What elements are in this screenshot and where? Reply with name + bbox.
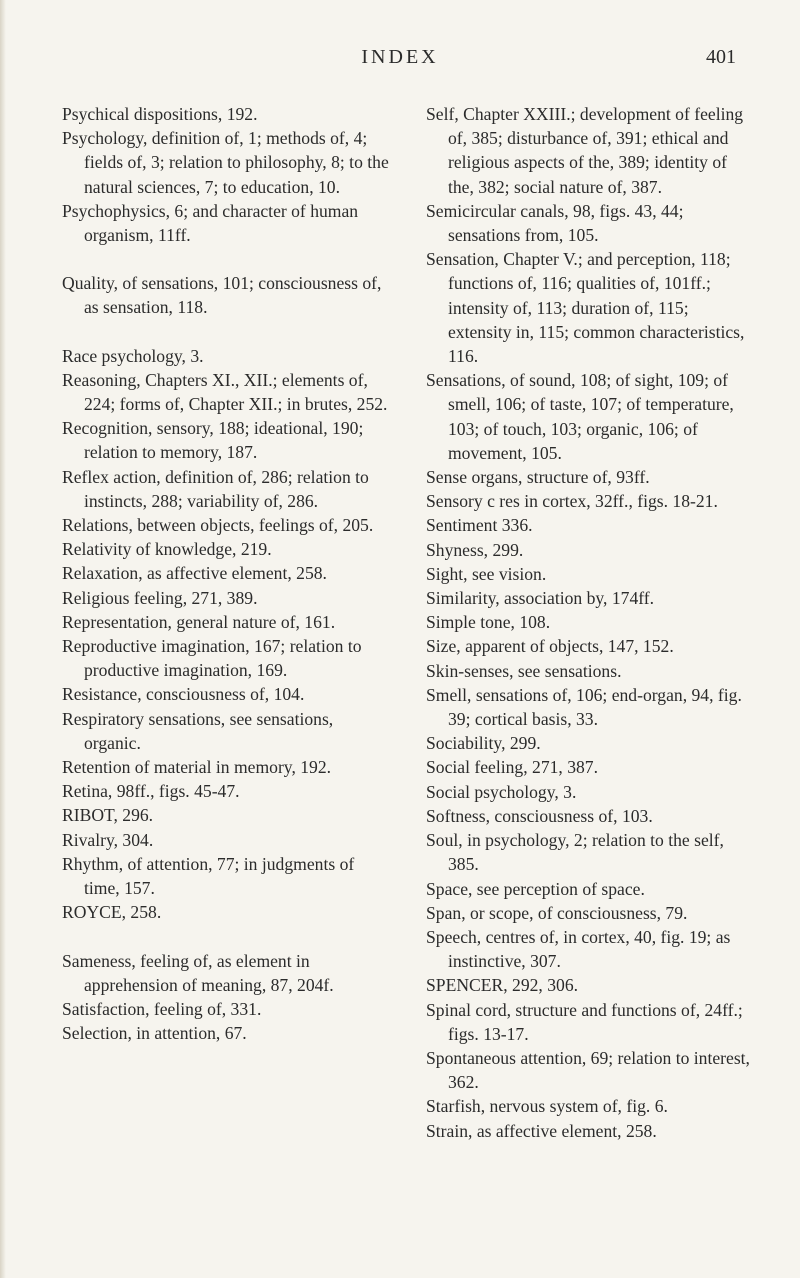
index-entry: Speech, centres of, in cortex, 40, fig. 19; as instinctive, 307. — [426, 926, 731, 972]
index-entry: Resistance, consciousness of, 104. — [62, 684, 305, 705]
index-entry: Sensory c res in cortex, 32ff., figs. 18-21. — [426, 491, 718, 512]
index-entry: Selection, in attention, 67. — [62, 1023, 247, 1044]
entry-gap — [62, 247, 392, 271]
index-entry: Relations, between objects, feelings of, 205. — [62, 515, 374, 536]
index-entry: Softness, consciousness of, 103. — [426, 805, 653, 826]
index-entry: Psychophysics, 6; and character of human organism, 11ff. — [62, 200, 359, 246]
index-entry: Reproductive imagination, 167; relation to productive imagination, 169. — [62, 636, 362, 681]
index-entry: Smell, sensations of, 106; end-organ, 94, fig. 39; cortical basis, 33. — [426, 684, 742, 730]
entry-gap — [62, 925, 392, 949]
index-entry: Space, see perception of space. — [426, 878, 645, 899]
page-number: 401 — [706, 46, 736, 68]
index-entry: Social psychology, 3. — [426, 781, 577, 802]
index-entry: Sameness, feeling of, as element in apprehension of meaning, 87, 204f. — [62, 950, 334, 995]
index-entry: Respiratory sensations, see sensations, organic. — [62, 708, 334, 753]
index-entry: Soul, in psychology, 2; relation to the self, 385. — [426, 830, 724, 875]
index-entry: Simple tone, 108. — [426, 612, 551, 633]
index-entry: Span, or scope, of consciousness, 79. — [426, 902, 688, 923]
index-entry: Psychical dispositions, 192. — [62, 104, 258, 124]
index-entry: Spinal cord, structure and functions of, 24ff.; figs. 13-17. — [426, 999, 743, 1044]
running-head: INDEX — [361, 46, 439, 68]
index-entry: Sentiment 336. — [426, 515, 533, 536]
index-entry: Religious feeling, 271, 389. — [62, 587, 258, 608]
index-entry: Satisfaction, feeling of, 331. — [62, 998, 262, 1019]
index-entry: Race psychology, 3. — [62, 345, 204, 366]
index-entry: SPENCER, 292, 306. — [426, 975, 579, 996]
index-entry: Retention of material in memory, 192. — [62, 757, 332, 778]
index-entry: Reflex action, definition of, 286; relation to instincts, 288; variability of, 286. — [62, 466, 369, 511]
index-entry: Self, Chapter XXIII.; development of feeling of, 385; disturbance of, 391; ethical and religious aspects of the, 389; identity of the, 382; social nature of, 387. — [426, 104, 744, 197]
index-entry: Sense organs, structure of, 93ff. — [426, 467, 650, 488]
index-entry: Shyness, 299. — [426, 539, 524, 560]
index-column-right — [426, 102, 756, 1143]
index-entry: Skin-senses, see sensations. — [426, 660, 622, 681]
index-entry: Reasoning, Chapters XI., XII.; elements of, 224; forms of, Chapter XII.; in brutes, 252. — [62, 369, 388, 415]
index-entry: Sight, see vision. — [426, 563, 547, 584]
index-entry: Starfish, nervous system of, fig. 6. — [426, 1096, 668, 1117]
index-entry: Spontaneous attention, 69; relation to interest, 362. — [426, 1047, 750, 1093]
index-entry: Rhythm, of attention, 77; in judgments of time, 157. — [62, 853, 355, 899]
index-entry: Quality, of sensations, 101; consciousness of, as sensation, 118. — [62, 273, 382, 318]
entry-gap — [62, 320, 392, 344]
index-entry: Recognition, sensory, 188; ideational, 190; relation to memory, 187. — [62, 418, 364, 463]
page-header — [0, 46, 800, 76]
index-entry: Sociability, 299. — [426, 733, 541, 754]
index-columns — [62, 102, 762, 1143]
index-entry: Relaxation, as affective element, 258. — [62, 563, 327, 584]
index-column-left — [62, 102, 392, 1143]
index-entry: Strain, as affective element, 258. — [426, 1120, 657, 1141]
index-entry: Social feeling, 271, 387. — [426, 757, 598, 778]
index-entry: RIBOT, 296. — [62, 805, 154, 826]
index-entry: Representation, general nature of, 161. — [62, 611, 336, 632]
index-entry: Rivalry, 304. — [62, 829, 154, 850]
index-entry: Similarity, association by, 174ff. — [426, 588, 655, 609]
index-entry: Psychology, definition of, 1; methods of, 4; fields of, 3; relation to philosophy, 8; to the natural sciences, 7; to education, 10. — [62, 128, 389, 197]
index-entry: Sensation, Chapter V.; and perception, 118; functions of, 116; qualities of, 101ff.; intensity of, 113; duration of, 115; extensity in, 115; common characteristics, 116. — [426, 249, 745, 367]
index-entry: ROYCE, 258. — [62, 902, 162, 923]
index-entry: Retina, 98ff., figs. 45-47. — [62, 781, 240, 802]
index-entry: Semicircular canals, 98, figs. 43, 44; sensations from, 105. — [426, 200, 684, 246]
index-entry: Size, apparent of objects, 147, 152. — [426, 636, 674, 657]
index-entry: Relativity of knowledge, 219. — [62, 539, 272, 560]
page-edge — [0, 0, 6, 1278]
index-entry: Sensations, of sound, 108; of sight, 109; of smell, 106; of taste, 107; of temperature, 103; of touch, 103; organic, 106; of movement, 105. — [426, 370, 734, 463]
